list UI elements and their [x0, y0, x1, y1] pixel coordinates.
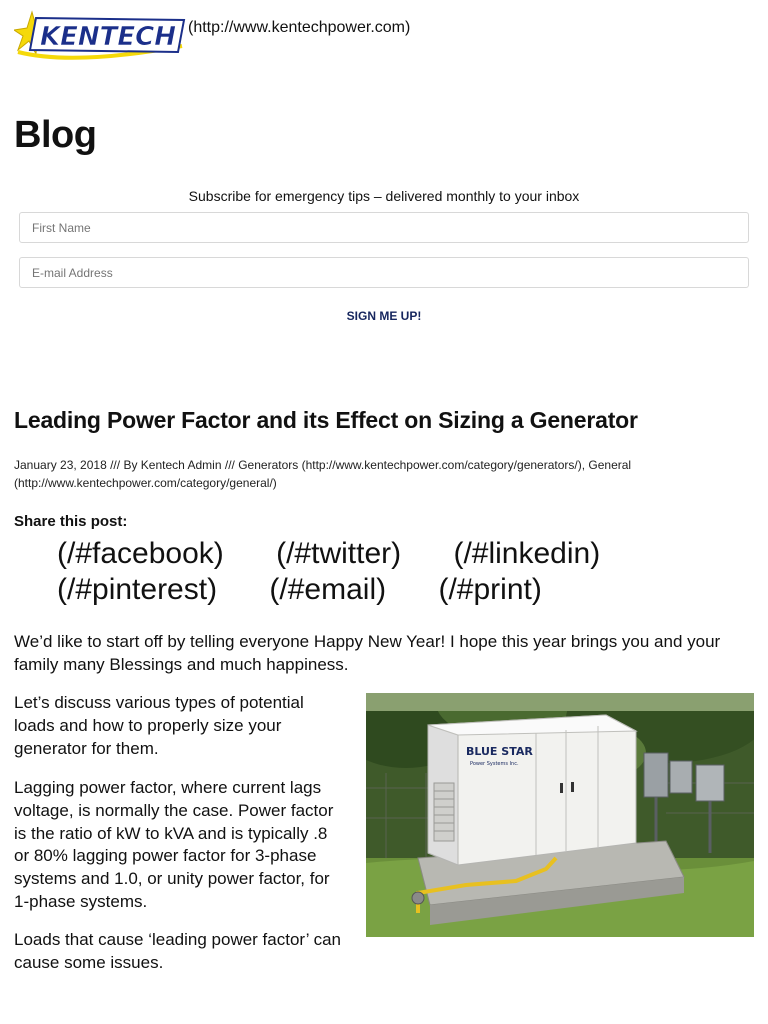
share-links-row-2: [57, 573, 586, 607]
post-paragraph: Loads that cause ‘leading power factor’ can cause some issues.: [14, 930, 341, 972]
generator-brand-label: BLUE STAR: [466, 745, 533, 758]
post-paragraph: Let’s discuss various types of potential loads and how to properly size your generator for them.: [14, 693, 304, 758]
kentech-logo[interactable]: [14, 8, 186, 62]
post-date: January 23, 2018: [14, 458, 107, 472]
meta-separator: ///: [110, 458, 121, 472]
site-header: [14, 8, 754, 64]
post-paragraph: Lagging power factor, where current lags voltage, is normally the case. Power factor is the ratio of kW to kVA and is typically .8 or 80% lagging power factor for 3-phase systems and 1.0, or unity power factor, for 1-phase systems.: [14, 778, 334, 911]
page-title: Blog: [14, 114, 97, 156]
email-input[interactable]: [19, 257, 749, 288]
generator-photo: [366, 693, 754, 937]
logo-wordmark: KENTECH: [40, 22, 177, 52]
post-meta: January 23, 2018 /// By Kentech Admin /// Generators (http://www.kentechpower.com/category/generators/), General (http://www.kentechpower.com/category/general/): [14, 458, 632, 490]
share-links-row-1: [57, 537, 644, 571]
first-name-input[interactable]: [19, 212, 749, 243]
logo-url-text: (http://www.kentechpower.com): [188, 19, 411, 36]
post-title: Leading Power Factor and its Effect on Sizing a Generator: [14, 407, 638, 433]
share-email-link[interactable]: (/#email): [269, 573, 387, 606]
sign-me-up-button[interactable]: SIGN ME UP!: [0, 309, 768, 323]
share-linkedin-link[interactable]: (/#linkedin): [453, 537, 601, 570]
subscribe-text: Subscribe for emergency tips – delivered monthly to your inbox: [188, 188, 580, 204]
generator-photo-graphic: [366, 693, 754, 937]
share-label: Share this post:: [14, 513, 128, 530]
generator-brand-sublabel: Power Systems Inc.: [470, 761, 519, 767]
category-general-link[interactable]: General (http://www.kentechpower.com/category/general/): [14, 458, 632, 490]
category-generators-link[interactable]: Generators (http://www.kentechpower.com/category/generators/): [238, 458, 582, 472]
meta-separator: ///: [224, 458, 235, 472]
share-pinterest-link[interactable]: (/#pinterest): [57, 573, 218, 606]
share-twitter-link[interactable]: (/#twitter): [276, 537, 402, 570]
share-print-link[interactable]: (/#print): [438, 573, 542, 606]
kentech-logo-graphic: [14, 8, 186, 62]
post-author: By Kentech Admin: [123, 458, 222, 472]
share-facebook-link[interactable]: (/#facebook): [57, 537, 224, 570]
post-paragraph: We’d like to start off by telling everyone Happy New Year! I hope this year brings you and your family many Blessings and much happiness.: [14, 632, 721, 674]
